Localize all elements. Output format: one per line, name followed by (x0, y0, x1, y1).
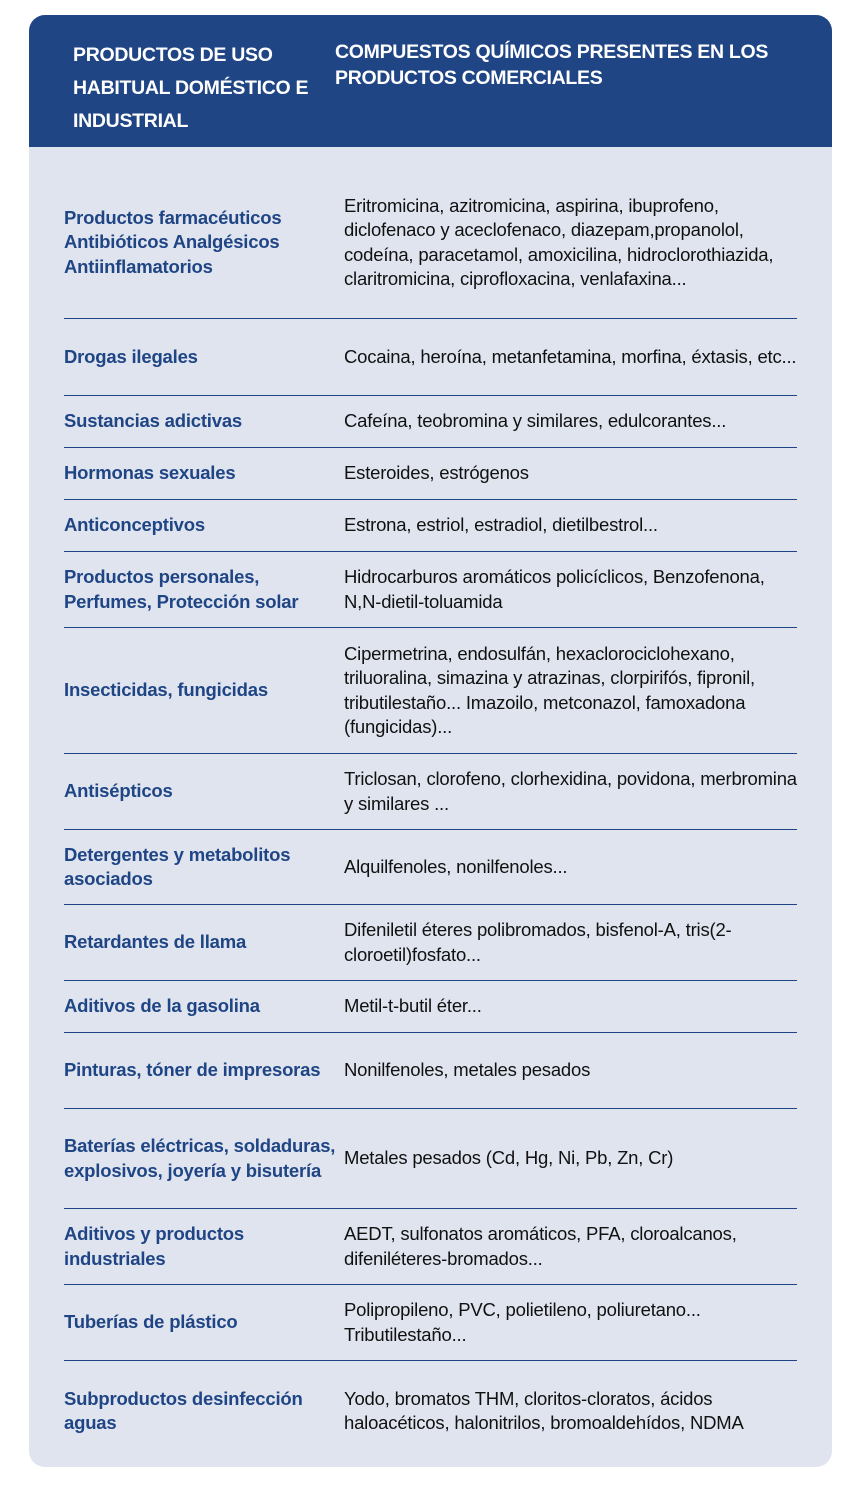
table-row (64, 1033, 797, 1109)
chemical-compounds: Cafeína, teobromina y similares, edulcorantes... (344, 410, 727, 432)
product-category: Productos farmacéuticos Antibióticos Analgésicos Antiinflamatorios (64, 206, 282, 277)
chemical-compounds: Metales pesados (Cd, Hg, Ni, Pb, Zn, Cr) (344, 1147, 674, 1169)
table-row (64, 905, 797, 981)
chemical-compounds: Esteroides, estrógenos (344, 462, 529, 484)
product-category: Anticonceptivos (64, 514, 205, 536)
chemical-compounds: Hidrocarburos aromáticos policíclicos, Benzofenona, N,N-dietil-toluamida (344, 566, 765, 612)
table-body (64, 147, 797, 1461)
table-row (64, 552, 797, 628)
chemical-compounds: Cocaina, heroína, metanfetamina, morfina, éxtasis, etc... (344, 345, 797, 367)
chemical-compounds: Triclosan, clorofeno, clorhexidina, povidona, merbromina y similares ... (344, 768, 797, 814)
product-category: Aditivos de la gasolina (64, 995, 260, 1017)
table-row (64, 1209, 797, 1285)
table-row (64, 448, 797, 500)
table-row (64, 319, 797, 396)
table-row (64, 981, 797, 1033)
product-category: Aditivos y productos industriales (64, 1223, 244, 1269)
product-category: Baterías eléctricas, soldaduras, explosivos, joyería y bisutería (64, 1135, 336, 1181)
chemical-compounds: Polipropileno, PVC, polietileno, poliuretano... Tributilestaño... (344, 1299, 701, 1345)
chemical-compounds: Eritromicina, azitromicina, aspirina, ibuprofeno, diclofenaco y aceclofenaco, diazepam,propanolol, codeína, paracetamol, amoxicilina, hidroclorothiazida, claritromicina, ciprofloxacina, venlafaxina... (344, 194, 774, 289)
chemical-compounds: AEDT, sulfonatos aromáticos, PFA, cloroalcanos, difeniléteres-bromados... (344, 1223, 737, 1269)
chemical-compounds: Difeniletil éteres polibromados, bisfenol-A, tris(2-cloroetil)fosfato... (344, 919, 732, 965)
chemical-compounds: Alquilfenoles, nonilfenoles... (344, 855, 568, 877)
product-category: Subproductos desinfección aguas (64, 1387, 303, 1433)
table-row (64, 1285, 797, 1361)
table-row (64, 396, 797, 448)
product-category: Insecticidas, fungicidas (64, 679, 268, 701)
table-header (29, 15, 832, 147)
table-row (64, 830, 797, 905)
chemical-compounds: Estrona, estriol, estradiol, dietilbestrol... (344, 514, 658, 536)
table-row (64, 754, 797, 830)
table-row (64, 500, 797, 552)
header-compounds-column: COMPUESTOS QUÍMICOS PRESENTES EN LOS PRODUCTOS COMERCIALES (335, 41, 769, 89)
product-category: Drogas ilegales (64, 345, 198, 367)
table-row (64, 147, 797, 319)
product-category: Hormonas sexuales (64, 462, 236, 484)
table-row (64, 628, 797, 754)
product-category: Tuberías de plástico (64, 1311, 238, 1333)
table-row (64, 1109, 797, 1209)
chemical-compounds: Nonilfenoles, metales pesados (344, 1059, 591, 1081)
product-category: Pinturas, tóner de impresoras (64, 1059, 321, 1081)
chemical-compounds: Metil-t-butil éter... (344, 995, 482, 1017)
product-category: Sustancias adictivas (64, 410, 243, 432)
chemicals-table-card (29, 15, 832, 1467)
product-category: Antisépticos (64, 780, 173, 802)
product-category: Detergentes y metabolitos asociados (64, 843, 291, 889)
chemical-compounds: Cipermetrina, endosulfán, hexaclorociclohexano, triluoralina, simazina y atrazinas, clorpirifós, fipronil, tributilestaño... Imazoilo, metconazol, famoxadona (fungicidas)... (344, 642, 755, 737)
header-products-column: PRODUCTOS DE USO HABITUAL DOMÉSTICO E INDUSTRIAL (73, 44, 309, 132)
product-category: Retardantes de llama (64, 931, 247, 953)
product-category: Productos personales, Perfumes, Protección solar (64, 566, 299, 612)
table-row (64, 1361, 797, 1461)
chemical-compounds: Yodo, bromatos THM, cloritos-cloratos, ácidos haloacéticos, halonitrilos, bromoaldehídos, NDMA (344, 1387, 744, 1433)
